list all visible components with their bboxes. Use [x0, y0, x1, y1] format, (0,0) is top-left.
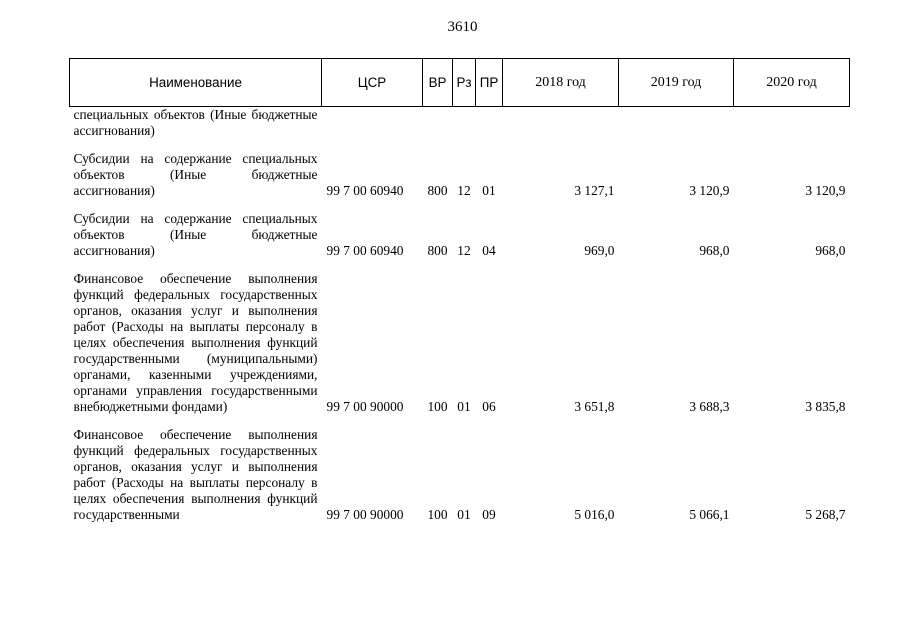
- row-name: специальных объектов (Иные бюджетные ассигнования): [73, 107, 318, 138]
- header-pr: ПР: [476, 59, 503, 107]
- row-pr: 09: [482, 507, 496, 522]
- row-name: Субсидии на содержание специальных объектов (Иные бюджетные ассигнования): [73, 151, 318, 198]
- table-row: [70, 151, 850, 211]
- row-2020: 5 268,7: [805, 507, 846, 522]
- row-2018: 969,0: [584, 243, 615, 258]
- row-rz: 12: [457, 183, 471, 198]
- row-2019: 968,0: [699, 243, 730, 258]
- row-2018: 3 127,1: [574, 183, 615, 198]
- table-row: [70, 211, 850, 271]
- page-number: 3610: [447, 19, 478, 35]
- row-2020: 3 120,9: [805, 183, 846, 198]
- row-name: Финансовое обеспечение выполнения функций федеральных государственных органов, оказания услуг и выполнения работ (Расходы на выплаты персоналу в целях обеспечения выполнения функций государственными (муниципальными) органами, казенными учреждениями, органами управления государственными внебюджетными фондами): [73, 271, 318, 414]
- row-2019: 3 688,3: [689, 399, 730, 414]
- row-csr: 99 7 00 60940: [326, 243, 404, 258]
- header-vr: ВР: [423, 59, 453, 107]
- budget-table: [69, 58, 850, 523]
- row-2018: [503, 107, 619, 152]
- row-pr: 01: [482, 183, 496, 198]
- row-2018: 3 651,8: [574, 399, 615, 414]
- row-pr: 06: [482, 399, 496, 414]
- row-rz: 01: [457, 399, 471, 414]
- row-2018: 5 016,0: [574, 507, 615, 522]
- row-name: Субсидии на содержание специальных объектов (Иные бюджетные ассигнования): [73, 211, 318, 258]
- row-vr: 800: [427, 243, 448, 258]
- row-pr: [476, 107, 503, 152]
- row-2019: 3 120,9: [689, 183, 730, 198]
- row-rz: 12: [457, 243, 471, 258]
- row-2020: 3 835,8: [805, 399, 846, 414]
- row-csr: 99 7 00 60940: [326, 183, 404, 198]
- row-name: Финансовое обеспечение выполнения функций федеральных государственных органов, оказания услуг и выполнения работ (Расходы на выплаты персоналу в целях обеспечения выполнения функций государственными: [73, 427, 318, 522]
- table-header-row: [70, 59, 850, 107]
- row-csr: 99 7 00 90000: [326, 399, 404, 414]
- row-2020: [734, 107, 850, 152]
- row-vr: [423, 107, 453, 152]
- header-name: Наименование: [70, 59, 322, 107]
- header-2018: 2018 год: [503, 59, 619, 107]
- row-pr: 04: [482, 243, 496, 258]
- row-rz: 01: [457, 507, 471, 522]
- table-row: [70, 427, 850, 523]
- table-row: [70, 271, 850, 427]
- row-2019: 5 066,1: [689, 507, 730, 522]
- table-row: [70, 107, 850, 152]
- row-2020: 968,0: [815, 243, 846, 258]
- row-csr: [322, 107, 423, 152]
- header-csr: ЦСР: [322, 59, 423, 107]
- row-rz: [453, 107, 476, 152]
- row-vr: 100: [427, 399, 448, 414]
- row-csr: 99 7 00 90000: [326, 507, 404, 522]
- row-2019: [619, 107, 734, 152]
- header-2020: 2020 год: [734, 59, 850, 107]
- row-vr: 800: [427, 183, 448, 198]
- header-rz: Рз: [453, 59, 476, 107]
- row-vr: 100: [427, 507, 448, 522]
- header-2019: 2019 год: [619, 59, 734, 107]
